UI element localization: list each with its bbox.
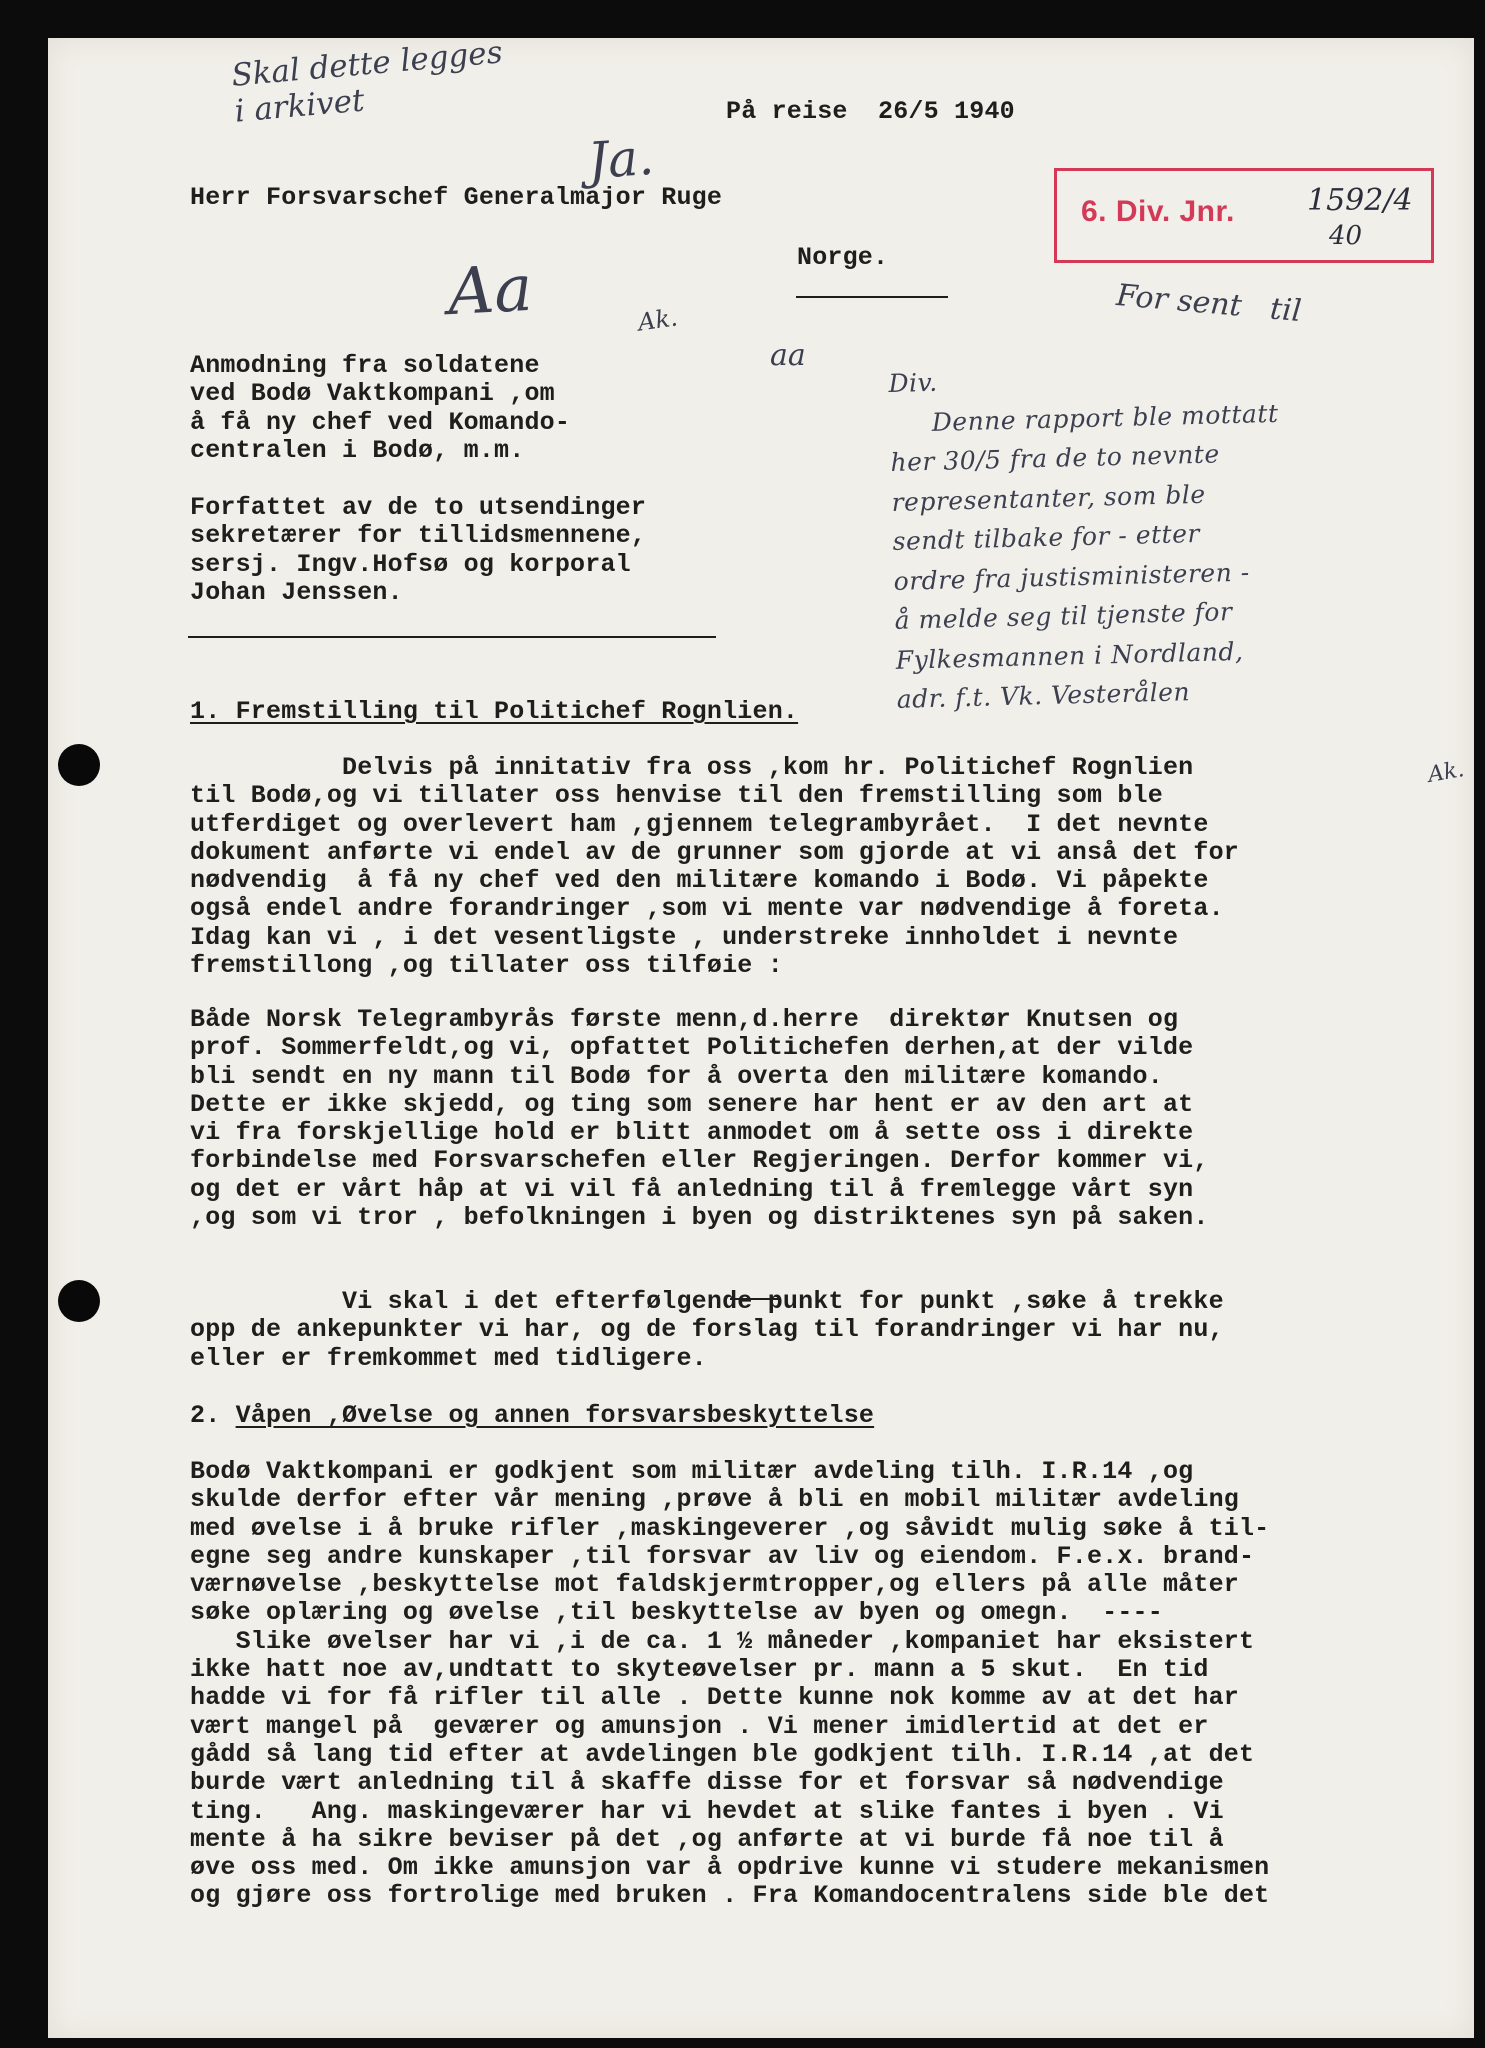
handwritten-initials-mark-2: Ak. <box>1426 757 1467 788</box>
punch-hole-upper <box>58 744 100 786</box>
addressee: Herr Forsvarschef Generalmajor Ruge <box>190 183 723 212</box>
place-and-date: På reise 26/5 1940 <box>726 97 1015 126</box>
section-2-heading <box>190 1402 874 1430</box>
handwritten-margin-note: Div. Denne rapport ble mottatt her 30/5 fra de to nevnte representanter, som ble sendt tilbake for - etter ordre fra justisministeren - å melde seg til tjenste for Fylkesmannen i Nordland, adr. f.t. Vk. Vesterålen <box>888 367 1279 714</box>
document-page <box>48 34 1474 2038</box>
country: Norge. <box>797 243 889 272</box>
subject-divider <box>188 636 716 638</box>
stamp-year: 40 <box>1329 221 1363 251</box>
handwritten-reply: Ja. <box>586 127 656 191</box>
punch-hole-lower <box>58 1280 100 1322</box>
section-1-paragraph-1: Delvis på innitativ fra oss ,kom hr. Politichef Rognlien til Bodø,og vi tillater oss henvise til den fremstilling som ble utferdiget og overlevert ham ,gjennem telegrambyrået. I det nevnte dokument anførte vi endel av de grunner som gjorde at vi anså det for nødvendig å få ny chef ved den militære komando i Bodø. Vi påpekte også endel andre forandringer ,som vi mente var nødvendige å foreta. Idag kan vi , i det vesentligste , understreke innholdet i nevnte fremstillong ,og tillater oss tilføie : <box>190 753 1239 981</box>
handwritten-initials-large: Aa <box>446 251 535 331</box>
handwritten-note-top-left: Skal dette legges i arkivet <box>230 34 504 130</box>
authors-block: Forfattet av de to utsendinger sekretærer for tillidsmennene, sersj. Ingv.Hofsø og korporal Johan Jenssen. <box>190 493 647 607</box>
handwritten-initials-small: aa <box>770 338 806 373</box>
handwritten-note-for-sent: For sent til <box>1114 278 1303 330</box>
country-underline <box>796 296 948 298</box>
section-2-paragraph: Bodø Vaktkompani er godkjent som militær avdeling tilh. I.R.14 ,og skulde derfor efter vår mening ,prøve å bli en mobil militær avdeling med øvelse i å bruke rifler ,maskingeverer ,og såvidt mulig søke å til- egne seg andre kunskaper ,til forsvar av liv og eiendom. F.e.x. brand- værnøvelse ,beskyttelse mot faldskjermtropper,og ellers på alle måter søke oplæring og øvelse ,til beskyttelse av byen og omegn. ---- Slike øvelser har vi ,i de ca. 1 ½ måneder ,kompaniet har eksistert ikke hatt noe av,undtatt to skyteøvelser pr. mann a 5 skut. En tid hadde vi for få rifler til alle . Dette kunne nok komme av at det har vært mangel på geværer og amunsjon . Vi mener imidlertid at det er gådd så lang tid efter at avdelingen ble godkjent tilh. I.R.14 ,at det burde vært anledning til å skaffe disse for et forsvar så nødvendige ting. Ang. maskingeværer har vi hevdet at slike fantes i byen . Vi mente å ha sikre beviser på det ,og anførte at vi burde få noe til å øve oss med. Om ikke amunsjon var å opdrive kunne vi studere mekanismen og gjøre oss fortrolige med bruken . Fra Komandocentralens side ble det <box>190 1457 1270 1911</box>
section-1-paragraph-2: Både Norsk Telegrambyrås første menn,d.herre direktør Knutsen og prof. Sommerfeldt,og vi, opfattet Politichefen derhen,at der vilde bli sendt en ny mann til Bodø for å overta den militære komando. Dette er ikke skjedd, og ting som senere har hent er av den art at vi fra forskjellige hold er blitt anmodet om å sette oss i direkte forbindelse med Forsvarschefen eller Regjeringen. Derfor kommer vi, og det er vårt håp at vi vil få anledning til å fremlegge vårt syn ,og som vi tror , befolkningen i byen og distriktenes syn på saken. <box>190 1005 1209 1233</box>
handwritten-initials-mark: Ak. <box>636 303 680 337</box>
section-2-number: 2. <box>190 1401 236 1430</box>
section-1-heading: 1. Fremstilling til Politichef Rognlien. <box>190 697 799 726</box>
subject-block: Anmodning fra soldatene ved Bodø Vaktkompani ,om å få ny chef ved Komando- centralen i Bodø, m.m. <box>190 351 571 465</box>
stamp-journal-number: 1592/4 <box>1307 183 1413 218</box>
section-1-paragraph-3: Vi skal i det efterfølgende punkt for punkt ,søke å trekke opp de ankepunkter vi har, og de forslag til forandringer vi har nu, eller er fremkommet med tidligere. <box>190 1287 1224 1373</box>
section-2-title: Våpen ,Øvelse og annen forsvarsbeskyttelse <box>235 1401 875 1430</box>
stamp-label: 6. Div. Jnr. <box>1081 195 1235 228</box>
journal-stamp <box>1054 168 1434 263</box>
